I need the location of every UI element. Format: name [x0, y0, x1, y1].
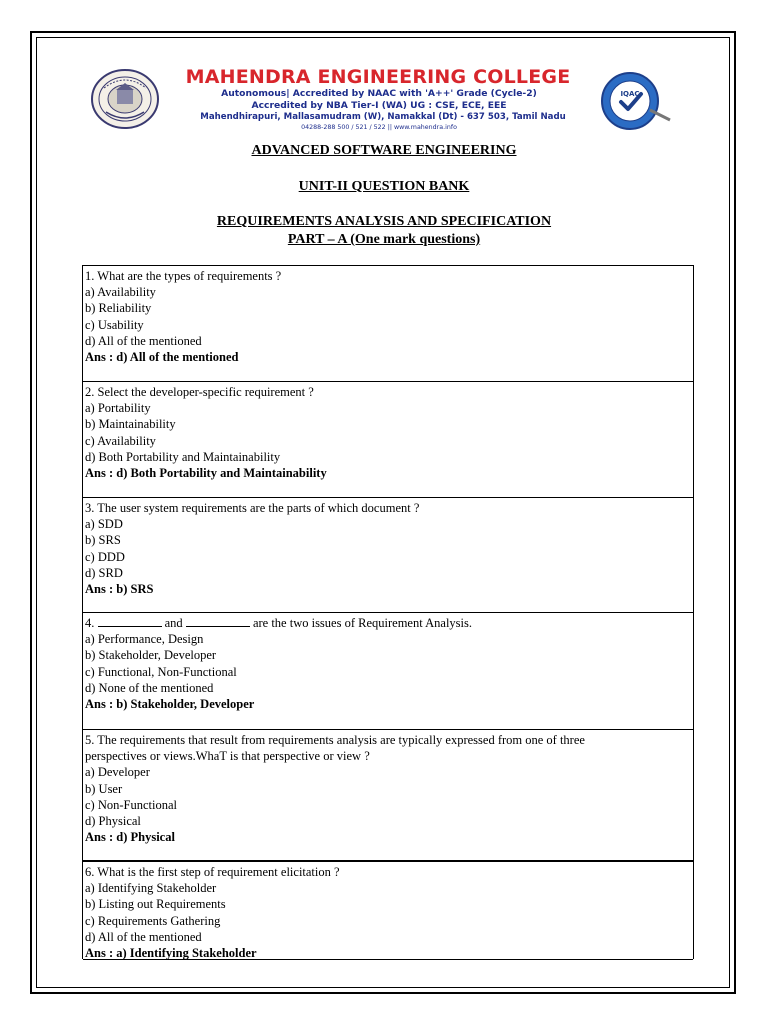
blank-2	[186, 616, 250, 627]
unit-title: UNIT-II QUESTION BANK	[298, 179, 470, 194]
answer: Ans : b) SRS	[85, 582, 154, 597]
part-title: PART – A (One mark questions)	[287, 232, 481, 247]
option-d: d) All of the mentioned	[85, 929, 202, 944]
answer: Ans : d) Both Portability and Maintainability	[85, 466, 327, 481]
option-d: d) Physical	[85, 814, 141, 829]
answer: Ans : b) Stakeholder, Developer	[85, 697, 255, 712]
course-title: ADVANCED SOFTWARE ENGINEERING	[251, 143, 517, 158]
option-b: b) Maintainability	[85, 417, 176, 432]
option-c: c) Requirements Gathering	[85, 913, 221, 928]
option-d: d) SRD	[85, 565, 123, 580]
answer: Ans : a) Identifying Stakeholder	[85, 946, 257, 961]
question-connector: and	[161, 616, 186, 630]
college-address: Mahendhirapuri, Mallasamudram (W), Namakkal (Dt) - 637 503, Tamil Nadu	[200, 112, 566, 122]
question-text-line-1: 5. The requirements that result from requirements analysis are typically expressed from one of three	[85, 733, 585, 747]
option-b: b) SRS	[85, 533, 121, 548]
question-text: 6. What is the first step of requirement elicitation ?	[85, 865, 340, 879]
answer: Ans : d) Physical	[85, 830, 175, 845]
question-table	[82, 265, 694, 959]
question-text: 3. The user system requirements are the parts of which document ?	[85, 501, 420, 515]
question-text: 1. What are the types of requirements ?	[85, 269, 282, 283]
blank-1	[98, 616, 162, 627]
accreditation-line-naac: Autonomous| Accredited by NAAC with 'A++' Grade (Cycle-2)	[221, 88, 537, 99]
question-5	[83, 730, 693, 862]
question-4	[83, 613, 693, 730]
answer: Ans : d) All of the mentioned	[85, 350, 239, 365]
option-a: a) Identifying Stakeholder	[85, 881, 217, 896]
iqac-badge-text: IQAC	[620, 90, 640, 98]
option-b: b) Reliability	[85, 301, 152, 316]
option-c: c) Non-Functional	[85, 797, 177, 812]
question-text: 2. Select the developer-specific requirement ?	[85, 385, 314, 399]
question-text	[85, 615, 693, 631]
option-b: b) User	[85, 781, 123, 796]
question-3	[83, 498, 693, 613]
option-d: d) All of the mentioned	[85, 333, 202, 348]
option-c: c) DDD	[85, 549, 125, 564]
college-contact: 04288-288 500 / 521 / 522 || www.mahendra.info	[301, 124, 457, 131]
question-text-line-2: perspectives or views.WhaT is that perspective or view ?	[85, 749, 370, 764]
option-a: a) Performance, Design	[85, 632, 204, 647]
option-c: c) Functional, Non-Functional	[85, 664, 237, 679]
accreditation-line-nba: Accredited by NBA Tier-I (WA) UG : CSE, ECE, EEE	[251, 100, 507, 111]
question-1	[83, 266, 693, 382]
option-c: c) Usability	[85, 317, 144, 332]
option-a: a) Portability	[85, 401, 151, 416]
option-c: c) Availability	[85, 433, 156, 448]
option-a: a) Developer	[85, 765, 150, 780]
question-tail: are the two issues of Requirement Analysis.	[249, 616, 472, 630]
option-b: b) Listing out Requirements	[85, 897, 226, 912]
option-d: d) None of the mentioned	[85, 680, 214, 695]
topic-title: REQUIREMENTS ANALYSIS AND SPECIFICATION	[216, 214, 552, 229]
iqac-seal-logo	[594, 70, 674, 132]
option-d: d) Both Portability and Maintainability	[85, 449, 281, 464]
option-a: a) Availability	[85, 285, 156, 300]
question-6	[83, 862, 693, 960]
option-a: a) SDD	[85, 517, 123, 532]
option-b: b) Stakeholder, Developer	[85, 648, 217, 663]
question-number: 4.	[85, 616, 98, 630]
question-2	[83, 382, 693, 498]
letterhead	[88, 66, 686, 136]
college-name: MAHENDRA ENGINEERING COLLEGE	[185, 66, 571, 88]
